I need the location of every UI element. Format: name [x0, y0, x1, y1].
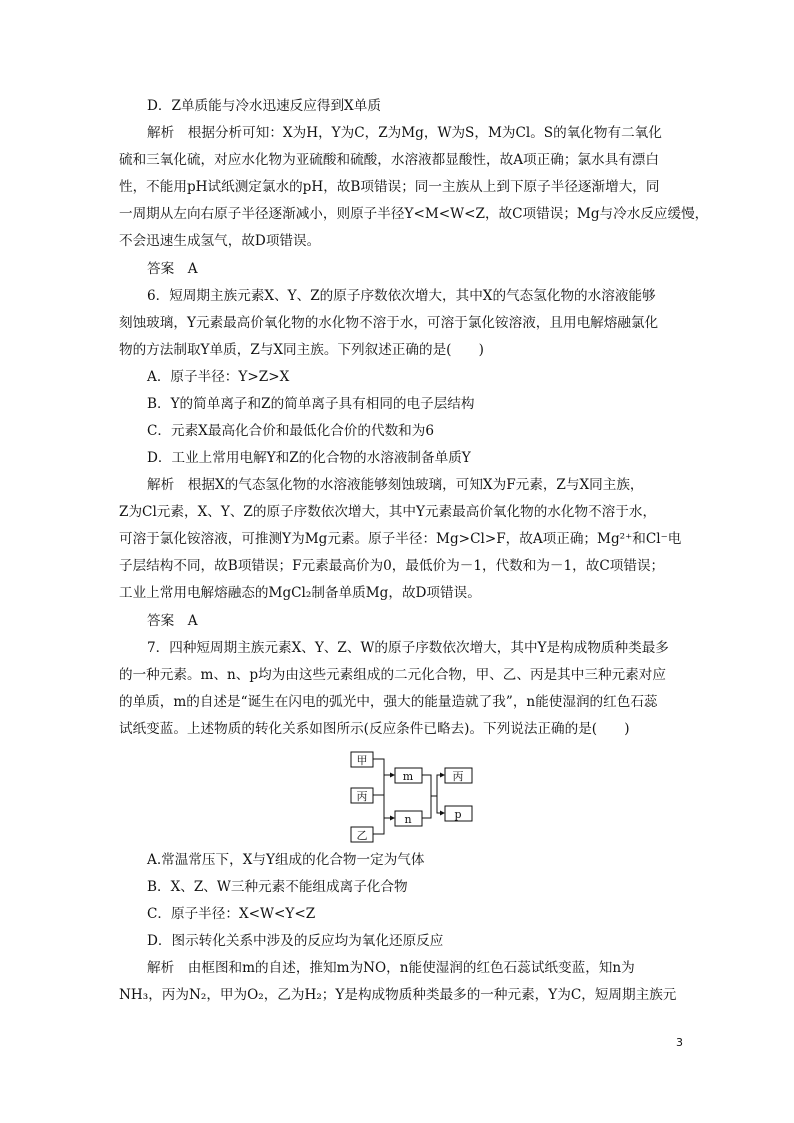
- label-jia: 甲: [356, 754, 368, 767]
- option-line: B．X、Z、W三种元素不能组成离子化合物: [147, 879, 408, 895]
- text-line: 一周期从左向右原子半径逐渐减小，则原子半径Y<M<W<Z，故C项错误；Mg与冷水反应缓慢，: [119, 206, 709, 222]
- text-line: 解析 由框图和m的自述，推知m为NO，n能使湿润的红色石蕊试纸变蓝，知n为: [147, 960, 635, 976]
- option-line: C．元素X最高化合价和最低化合价的代数和为6: [147, 423, 435, 439]
- label-bing-left: 丙: [356, 790, 368, 803]
- label-bing-right: 丙: [452, 770, 464, 783]
- option-line: A．原子半径：Y>Z>X: [147, 369, 290, 385]
- option-line: C．原子半径：X<W<Y<Z: [147, 906, 316, 922]
- text-line: 不会迅速生成氢气，故D项错误。: [119, 233, 321, 249]
- text-line: 7．四种短周期主族元素X、Y、Z、W的原子序数依次增大，其中Y是构成物质种类最多: [147, 640, 669, 656]
- label-n: n: [404, 813, 412, 826]
- label-p: p: [454, 808, 462, 821]
- answer-line: 答案 A: [147, 613, 198, 629]
- text-line: 硫和三氧化硫，对应水化物为亚硫酸和硫酸，水溶液都显酸性，故A项正确；氯水具有漂白: [119, 152, 659, 168]
- option-line: A.常温常压下，X与Y组成的化合物一定为气体: [147, 852, 425, 868]
- option-line: D．工业上常用电解Y和Z的化合物的水溶液制备单质Y: [147, 450, 471, 466]
- text-line: 工业上常用电解熔融态的MgCl₂制备单质Mg，故D项错误。: [119, 585, 481, 601]
- conversion-diagram: [350, 748, 478, 844]
- text-line: 子层结构不同，故B项错误；F元素最高价为0，最低价为－1，代数和为－1，故C项错误；: [119, 558, 665, 574]
- text-line: 性，不能用pH试纸测定氯水的pH，故B项错误；同一主族从上到下原子半径逐渐增大，同: [119, 179, 660, 195]
- text-line: 解析 根据分析可知：X为H，Y为C，Z为Mg，W为S，M为Cl。S的氧化物有二氧化: [147, 125, 662, 141]
- text-line: NH₃，丙为N₂，甲为O₂，乙为H₂；Y是构成物质种类最多的一种元素，Y为C，短周期主族元: [119, 987, 677, 1003]
- text-line: 的单质，m的自述是“诞生在闪电的弧光中，强大的能量造就了我”，n能使湿润的红色石蕊: [119, 694, 658, 710]
- text-line: D．Z单质能与冷水迅速反应得到X单质: [147, 98, 381, 114]
- text-line: 解析 根据X的气态氢化物的水溶液能够刻蚀玻璃，可知X为F元素，Z与X同主族，: [147, 477, 644, 493]
- label-yi: 乙: [356, 829, 368, 842]
- text-line: 6．短周期主族元素X、Y、Z的原子序数依次增大，其中X的气态氢化物的水溶液能够: [147, 288, 656, 304]
- text-line: 物的方法制取Y单质，Z与X同主族。下列叙述正确的是( ): [119, 342, 484, 358]
- option-line: B．Y的简单离子和Z的简单离子具有相同的电子层结构: [147, 396, 475, 412]
- text-line: Z为Cl元素，X、Y、Z的原子序数依次增大，其中Y元素最高价氧化物的水化物不溶于水，: [119, 504, 657, 520]
- option-line: D．图示转化关系中涉及的反应均为氧化还原反应: [147, 933, 444, 949]
- label-m: m: [402, 770, 414, 783]
- answer-line: 答案 A: [147, 261, 198, 277]
- text-line: 试纸变蓝。上述物质的转化关系如图所示(反应条件已略去)。下列说法正确的是( ): [119, 721, 630, 737]
- text-line: 的一种元素。m、n、p均为由这些元素组成的二元化合物，甲、乙、丙是其中三种元素对应: [119, 667, 666, 683]
- page-number: 3: [676, 1036, 683, 1049]
- text-line: 可溶于氯化铵溶液，可推测Y为Mg元素。原子半径：Mg>Cl>F，故A项正确；Mg²⁺和Cl⁻电: [119, 531, 682, 547]
- text-line: 刻蚀玻璃，Y元素最高价氧化物的水化物不溶于水，可溶于氯化铵溶液，且用电解熔融氯化: [119, 315, 659, 331]
